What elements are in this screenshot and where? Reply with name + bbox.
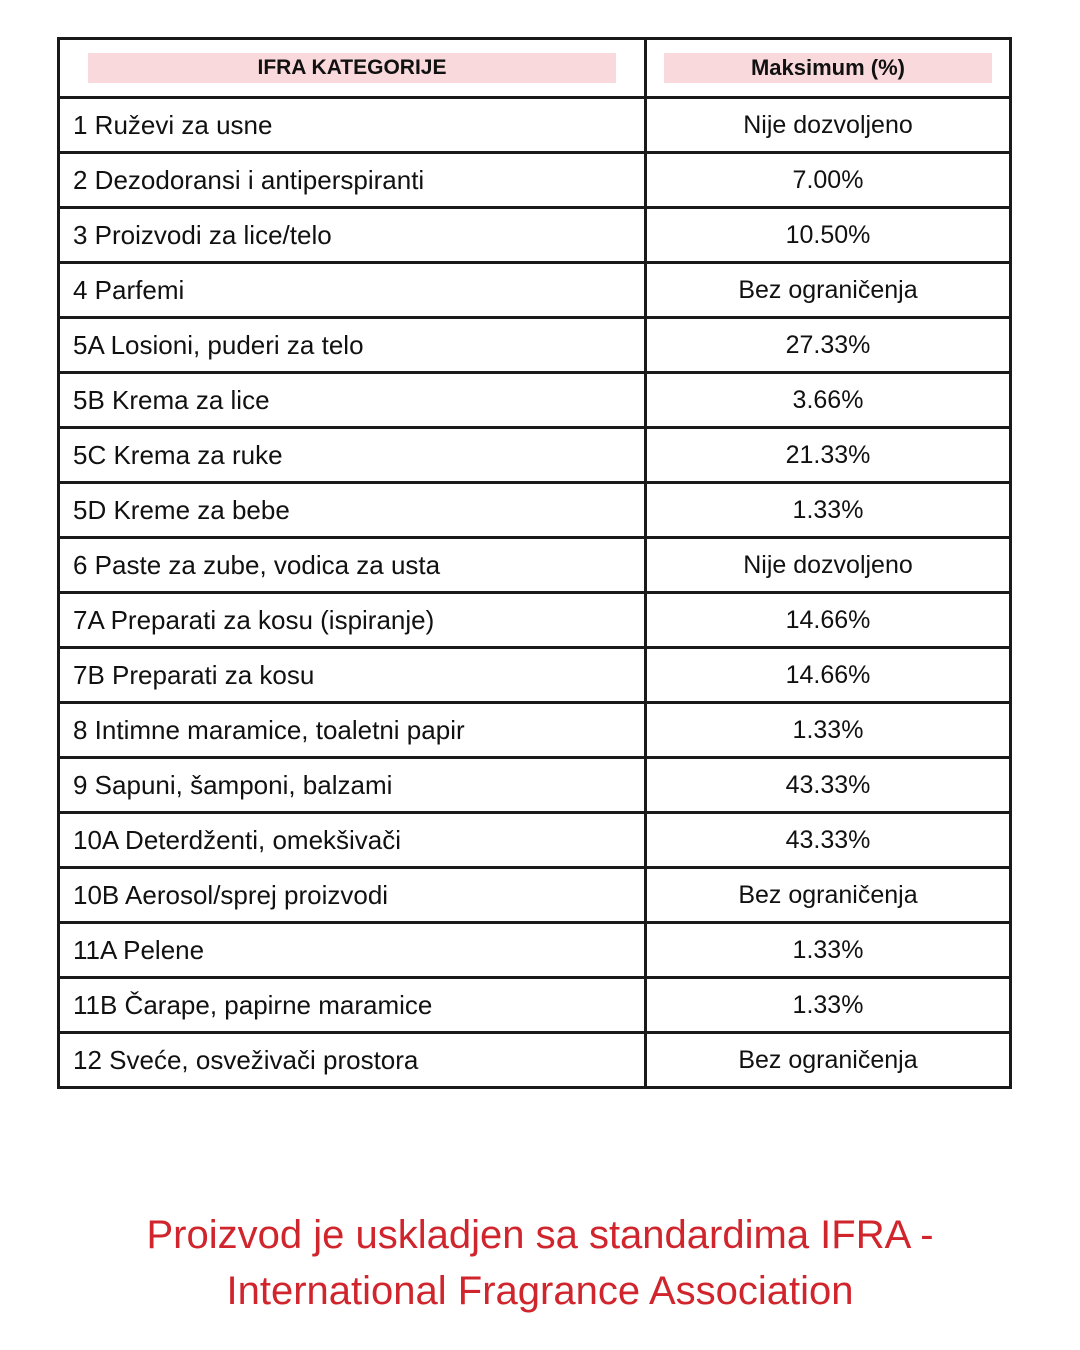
table-row: [59, 428, 1011, 483]
table-row: [59, 263, 1011, 318]
maximum-cell: 1.33%: [646, 978, 1011, 1033]
table-body: [59, 98, 1011, 1088]
table-row: [59, 648, 1011, 703]
table-row: [59, 868, 1011, 923]
table-header-row: [59, 39, 1011, 98]
category-cell: 4 Parfemi: [59, 263, 646, 318]
maximum-cell: 43.33%: [646, 813, 1011, 868]
table-row: [59, 593, 1011, 648]
category-cell: 5D Kreme za bebe: [59, 483, 646, 538]
category-cell: 5A Losioni, puderi za telo: [59, 318, 646, 373]
header-maximum-label: Maksimum (%): [664, 53, 992, 83]
table-row: [59, 1033, 1011, 1088]
category-cell: 7A Preparati za kosu (ispiranje): [59, 593, 646, 648]
table-row: [59, 758, 1011, 813]
maximum-cell: Bez ograničenja: [646, 263, 1011, 318]
maximum-cell: 7.00%: [646, 153, 1011, 208]
category-cell: 5B Krema za lice: [59, 373, 646, 428]
category-cell: 6 Paste za zube, vodica za usta: [59, 538, 646, 593]
table-row: [59, 978, 1011, 1033]
category-cell: 11A Pelene: [59, 923, 646, 978]
header-category-cell: [59, 39, 646, 98]
maximum-cell: 21.33%: [646, 428, 1011, 483]
table-row: [59, 813, 1011, 868]
category-cell: 8 Intimne maramice, toaletni papir: [59, 703, 646, 758]
maximum-cell: 10.50%: [646, 208, 1011, 263]
category-cell: 7B Preparati za kosu: [59, 648, 646, 703]
category-cell: 10A Deterdženti, omekšivači: [59, 813, 646, 868]
header-category-label: IFRA KATEGORIJE: [88, 53, 616, 83]
table-row: [59, 703, 1011, 758]
table-row: [59, 538, 1011, 593]
ifra-category-table: [57, 37, 1012, 1089]
table-row: [59, 318, 1011, 373]
compliance-note-line-1: Proizvod je uskladjen sa standardima IFRA -: [146, 1213, 934, 1257]
maximum-cell: 1.33%: [646, 483, 1011, 538]
category-cell: 2 Dezodoransi i antiperspiranti: [59, 153, 646, 208]
maximum-cell: 14.66%: [646, 593, 1011, 648]
compliance-note-line-2: International Fragrance Association: [226, 1269, 854, 1313]
table-row: [59, 483, 1011, 538]
category-cell: 11B Čarape, papirne maramice: [59, 978, 646, 1033]
maximum-cell: 3.66%: [646, 373, 1011, 428]
compliance-note: [0, 1207, 1080, 1319]
maximum-cell: Nije dozvoljeno: [646, 538, 1011, 593]
maximum-cell: 43.33%: [646, 758, 1011, 813]
table-row: [59, 923, 1011, 978]
category-cell: 9 Sapuni, šamponi, balzami: [59, 758, 646, 813]
table-row: [59, 373, 1011, 428]
maximum-cell: Bez ograničenja: [646, 868, 1011, 923]
maximum-cell: 27.33%: [646, 318, 1011, 373]
maximum-cell: 14.66%: [646, 648, 1011, 703]
maximum-cell: 1.33%: [646, 923, 1011, 978]
category-cell: 10B Aerosol/sprej proizvodi: [59, 868, 646, 923]
maximum-cell: Nije dozvoljeno: [646, 98, 1011, 153]
maximum-cell: 1.33%: [646, 703, 1011, 758]
category-cell: 3 Proizvodi za lice/telo: [59, 208, 646, 263]
category-cell: 5C Krema za ruke: [59, 428, 646, 483]
table-row: [59, 98, 1011, 153]
category-cell: 12 Sveće, osveživači prostora: [59, 1033, 646, 1088]
maximum-cell: Bez ograničenja: [646, 1033, 1011, 1088]
table-row: [59, 153, 1011, 208]
category-cell: 1 Ruževi za usne: [59, 98, 646, 153]
table-row: [59, 208, 1011, 263]
header-maximum-cell: [646, 39, 1011, 98]
